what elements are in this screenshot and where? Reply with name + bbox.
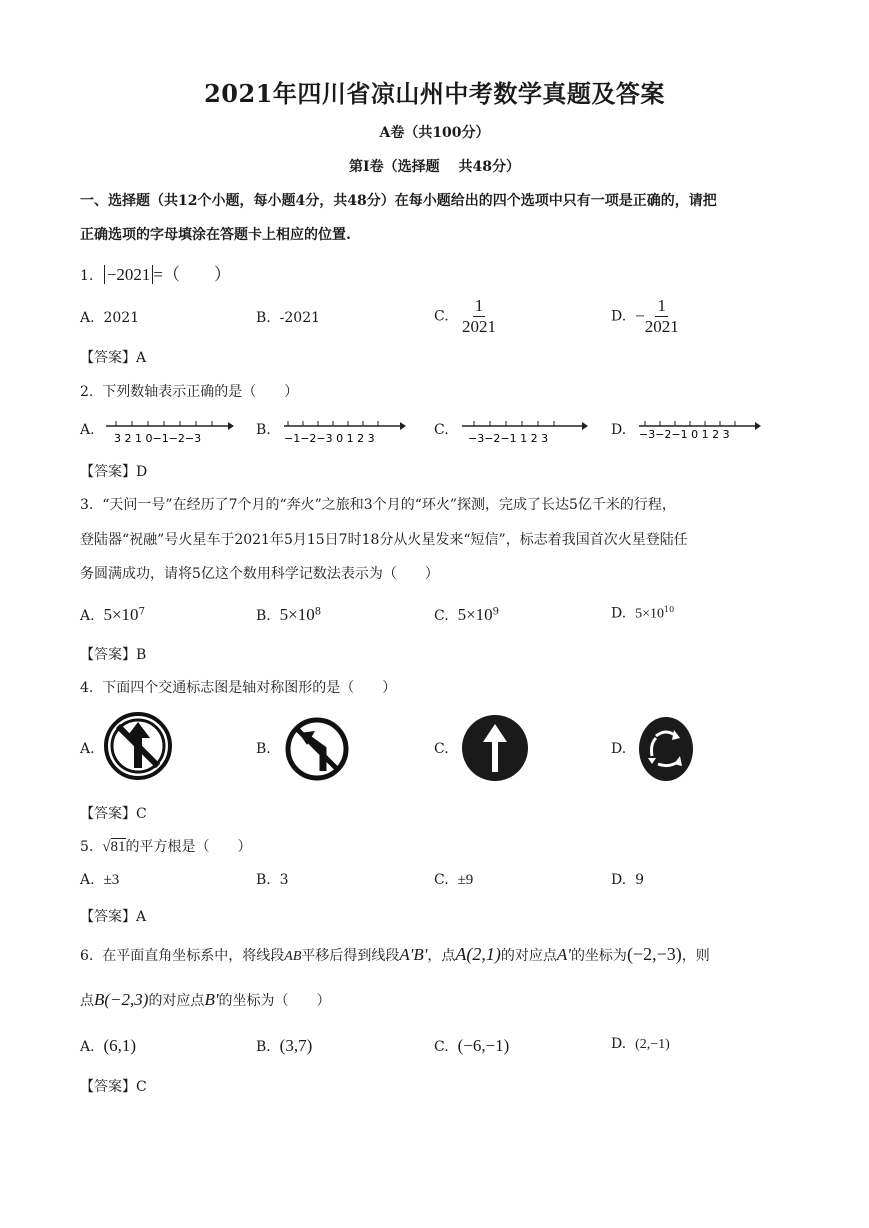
q3-option-a: A. $5\times 10^7$	[80, 605, 145, 624]
question-2: 2. 下列数轴表示正确的是（ ）	[80, 384, 299, 400]
number-line-a-labels: 3 2 1 0−1−2−3	[114, 432, 202, 445]
straight-ahead-sign-icon	[461, 714, 529, 782]
roundabout-sign-icon	[638, 716, 694, 782]
radicand: 81	[110, 839, 126, 855]
q4-answer: 【答案】C	[80, 806, 147, 822]
q5-option-d: D. 9	[611, 872, 645, 888]
q4-option-a-label: A.	[80, 741, 95, 757]
q6-option-b: B. (3,7)	[256, 1036, 313, 1055]
q6-option-a: A. (6,1)	[80, 1036, 137, 1055]
no-straight-sign-icon	[104, 712, 172, 780]
section-instruction-line2: 正确选项的字母填涂在答题卡上相应的位置.	[80, 227, 351, 243]
number-line-b	[282, 416, 406, 446]
number-line-c	[460, 416, 588, 446]
q1-option-b: B. -2021	[256, 310, 321, 326]
q3-option-d: D. $5\times 10^{10}$	[611, 605, 675, 622]
part-heading: 第Ⅰ卷（选择题 共48分）	[349, 159, 520, 175]
number-line-d	[637, 416, 761, 446]
q3-option-b: B. $5\times 10^8$	[256, 605, 322, 624]
question-stem: =（ ）	[153, 265, 231, 284]
q4-option-c-label: C.	[434, 741, 449, 757]
question-4: 4. 下面四个交通标志图是轴对称图形的是（ ）	[80, 680, 397, 696]
q2-option-a-label: A.	[80, 422, 95, 438]
q5-option-c: C. ±9	[434, 872, 474, 888]
q2-answer: 【答案】D	[80, 464, 148, 480]
q5-answer: 【答案】A	[80, 909, 147, 925]
question-6-line2: 点B(−2,3)的对应点B'的坐标为（ ）	[80, 990, 331, 1009]
question-5: 5. √81的平方根是（ ）	[80, 839, 252, 855]
number-line-d-labels: −3−2−1 0 1 2 3	[639, 428, 730, 441]
volume-heading: A卷（共100分）	[379, 125, 490, 141]
section-instruction-line1: 一、选择题（共12个小题，每小题4分，共48分）在每小题给出的四个选项中只有一项是正确的，请把	[80, 193, 717, 209]
q5-option-a: A. ±3	[80, 872, 120, 888]
question-3-line3: 务圆满成功，请将5亿这个数用科学记数法表示为（ ）	[80, 566, 439, 582]
number-line-b-labels: −1−2−3 0 1 2 3	[284, 432, 375, 445]
q4-option-b-label: B.	[256, 741, 271, 757]
q1-option-d: D. − $\frac{1}{2021}$	[611, 296, 679, 336]
number-line-c-labels: −3−2−1 1 2 3	[468, 432, 549, 445]
q2-option-b-label: B.	[256, 422, 271, 438]
q5-option-b: B. 3	[256, 872, 289, 888]
q3-option-c: C. $5\times 10^9$	[434, 605, 500, 624]
q1-option-a: A. 2021	[80, 310, 140, 326]
question-3-line1: 3. “天问一号”在经历了7个月的“奔火”之旅和3个月的“环火”探测，完成了长达5亿千米的行程，	[80, 497, 676, 513]
q2-option-d-label: D.	[611, 422, 627, 438]
q3-answer: 【答案】B	[80, 647, 147, 663]
number-line-a	[104, 416, 234, 446]
question-number: 1.	[80, 268, 94, 284]
q2-option-c-label: C.	[434, 422, 449, 438]
q6-option-c: C. (−6,−1)	[434, 1036, 510, 1055]
question-3-line2: 登陆器“祝融”号火星车于2021年5月15日7时18分从火星发来“短信”，标志着我国首次火星登陆任	[80, 532, 688, 548]
q6-answer: 【答案】C	[80, 1079, 147, 1095]
q1-option-c: C. $\frac{1}{2021}$	[434, 296, 497, 336]
abs-value-expression: −2021	[104, 265, 154, 284]
question-6-line1: 6. 在平面直角坐标系中，将线段AB平移后得到线段A'B'，点A(2,1)的对应点A'的坐标为(−2,−3)，则	[80, 944, 710, 964]
page-title: 2021年四川省凉山州中考数学真题及答案	[204, 79, 665, 108]
q4-option-d-label: D.	[611, 741, 627, 757]
question-1	[80, 260, 231, 285]
no-left-turn-sign-icon	[285, 717, 349, 781]
q1-answer: 【答案】A	[80, 350, 147, 366]
q6-option-d: D. (2,−1)	[611, 1036, 670, 1052]
